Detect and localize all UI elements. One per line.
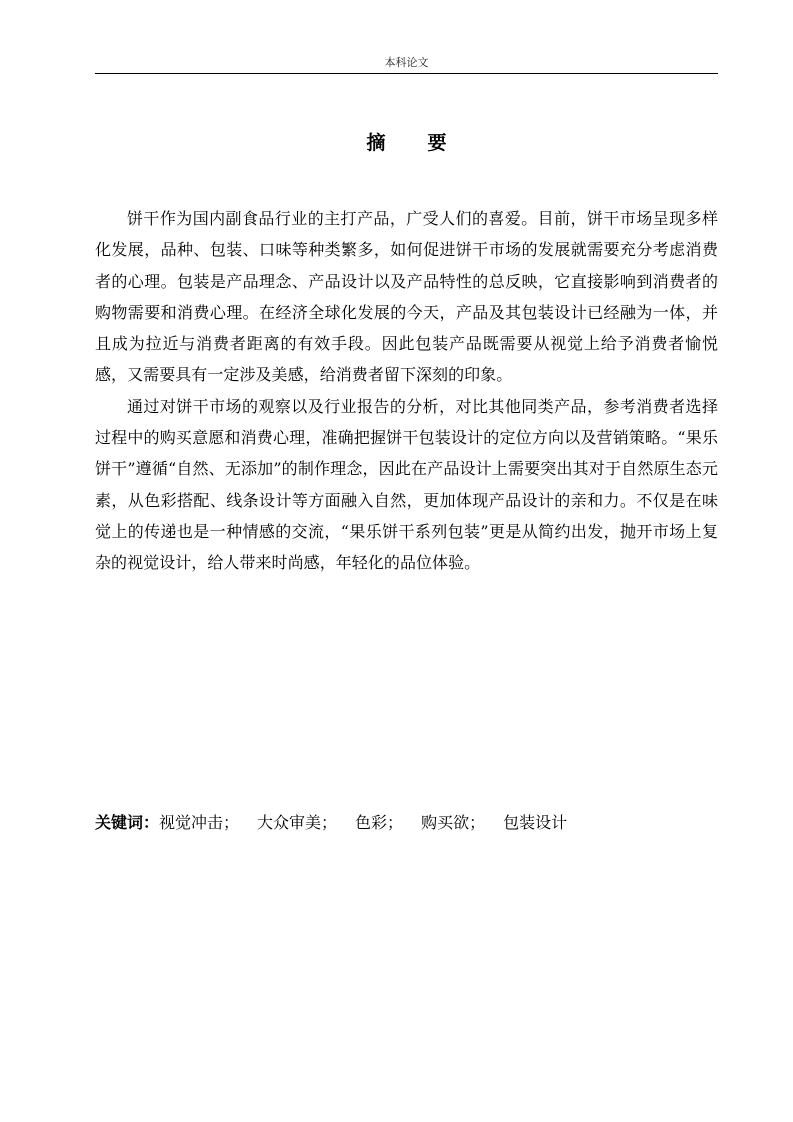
header-divider: [95, 73, 718, 74]
keywords-label: 关键词：: [95, 813, 160, 832]
abstract-title: [95, 130, 718, 156]
abstract-body: [95, 203, 718, 579]
keyword-item: 视觉冲击；: [159, 813, 240, 832]
abstract-paragraph-1: 饼干作为国内副食品行业的主打产品，广受人们的喜爱。目前，饼干市场呈现多样化发展，品种、包装、口味等种类繁多，如何促进饼干市场的发展就需要充分考虑消费者的心理。包装是产品理念、产品设计以及产品特性的总反映，它直接影响到消费者的购物需要和消费心理。在经济全球化发展的今天，产品及其包装设计已经融为一体，并且成为拉近与消费者距离的有效手段。因此包装产品既需要从视觉上给予消费者愉悦感，又需要具有一定涉及美感，给消费者留下深刻的印象。: [95, 209, 718, 385]
title-char-2: 要: [427, 132, 447, 154]
keyword-item: 包装设计: [503, 813, 568, 832]
keyword-item: 色彩；: [355, 813, 404, 832]
title-char-1: 摘: [366, 132, 386, 154]
keywords-line: [95, 812, 718, 834]
keyword-item: 大众审美；: [257, 813, 338, 832]
abstract-paragraph-2: 通过对饼干市场的观察以及行业报告的分析，对比其他同类产品，参考消费者选择过程中的购买意愿和消费心理，准确把握饼干包装设计的定位方向以及营销策略。“果乐饼干”遵循“自然、无添加”的制作理念，因此在产品设计上需要突出其对于自然原生态元素，从色彩搭配、线条设计等方面融入自然，更加体现产品设计的亲和力。不仅是在味觉上的传递也是一种情感的交流，“果乐饼干系列包装”更是从简约出发，抛开市场上复杂的视觉设计，给人带来时尚感，年轻化的品位体验。: [95, 396, 718, 573]
running-header: 本科论文: [384, 56, 429, 69]
keyword-item: 购买欲；: [421, 813, 486, 832]
